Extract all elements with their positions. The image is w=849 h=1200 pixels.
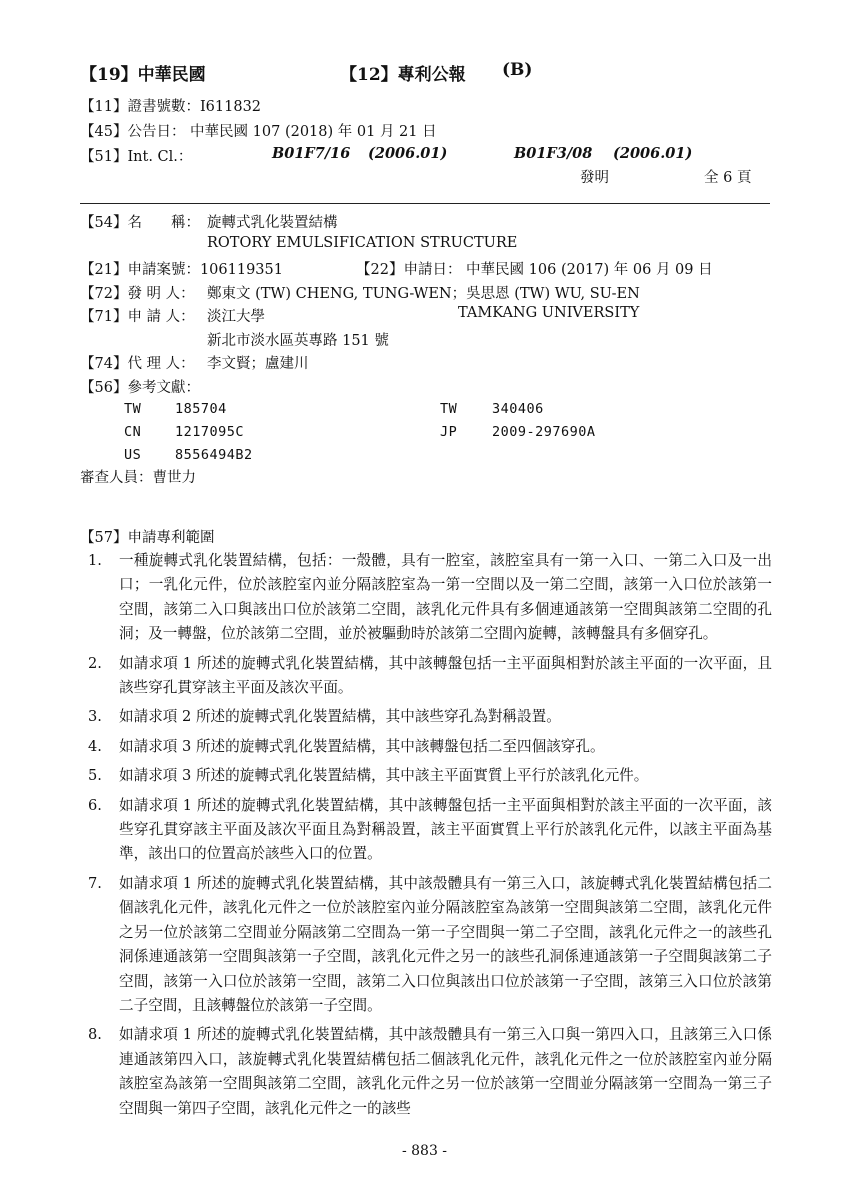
claim-text: 如請求項 3 所述的旋轉式乳化裝置結構，其中該轉盤包括二至四個該穿孔。 [119,737,605,755]
applicant-chinese: 淡江大學 [207,309,265,325]
applicant-label: 【71】申 請 人： [80,309,195,325]
claim-item [88,794,772,867]
claim-number: 6. [88,796,102,814]
claim-item [88,1023,772,1121]
reference-number: 185704 [175,401,227,417]
int-cl-version-1: (2006.01) [368,145,448,162]
int-cl-code-2: B01F3/08 [514,145,593,162]
applicant-address: 新北市淡水區英專路 151 號 [207,333,389,349]
total-pages: 全 6 頁 [704,170,752,186]
claim-text: 如請求項 1 所述的旋轉式乳化裝置結構，其中該殼體具有一第三入口與一第四入口，且該第三入口係連通該第四入口，該旋轉式乳化裝置結構包括二個該乳化元件，該乳化元件之一位於該腔室內並分隔該腔室為該第一空間與該第二空間，該乳化元件之另一位於該第一空間並分隔該第一空間為一第三子空間與一第四子空間，該乳化元件之一的該些 [119,1026,772,1117]
reference-number: 8556494B2 [175,447,253,463]
claim-number: 1. [88,552,102,569]
page-number: - 883 - [401,1143,448,1159]
claim-item [88,652,772,701]
int-cl-version-2: (2006.01) [613,145,693,162]
int-cl-code-1: B01F7/16 [272,145,351,162]
country-code: 【19】中華民國 [80,65,206,85]
reference-country: TW [440,401,458,417]
kind-code: (B) [502,60,533,80]
claim-text: 如請求項 1 所述的旋轉式乳化裝置結構，其中該轉盤包括一主平面與相對於該主平面的一次平面，該些穿孔貫穿該主平面及該次平面且為對稱設置，該主平面實質上平行於該乳化元件，以該主平面為基準，該出口的位置高於該些入口的位置。 [119,796,772,863]
claim-number: 4. [88,737,102,755]
claim-item [88,872,772,1018]
title-chinese: 旋轉式乳化裝置結構 [207,215,338,231]
title-english: ROTORY EMULSIFICATION STRUCTURE [207,235,518,251]
agents: 李文賢；盧建川 [207,356,309,372]
claim-text: 如請求項 1 所述的旋轉式乳化裝置結構，其中該轉盤包括一主平面與相對於該主平面的一次平面，且該些穿孔貫穿該主平面及該次平面。 [119,654,772,697]
claim-number: 5. [88,767,102,785]
claim-number: 8. [88,1026,102,1044]
claim-item [88,764,772,788]
reference-number: 2009-297690A [492,424,596,440]
claim-number: 2. [88,654,102,672]
claims-heading: 【57】申請專利範圍 [80,530,215,546]
reference-number: 1217095C [175,424,245,440]
applicant-english: TAMKANG UNIVERSITY [458,305,640,321]
patent-category: 發明 [580,170,609,186]
claim-number: 3. [88,708,102,726]
claim-text: 如請求項 2 所述的旋轉式乳化裝置結構，其中該些穿孔為對稱設置。 [119,708,561,726]
reference-country: TW [124,401,142,417]
application-number: 【21】申請案號：106119351 [80,262,283,278]
inventors: 鄭東文 (TW) CHENG, TUNG-WEN；吳思恩 (TW) WU, SU-EN [207,286,640,302]
examiner: 審查人員：曹世力 [80,470,196,486]
title-label: 【54】名 稱： [80,215,200,231]
reference-country: JP [440,424,458,440]
reference-country: US [124,447,142,463]
claim-item [88,705,772,729]
application-date: 【22】申請日： 中華民國 106 (2017) 年 06 月 09 日 [356,262,713,278]
claim-item [88,549,772,647]
publication-type: 【12】專利公報 [340,65,466,85]
claim-text: 一種旋轉式乳化裝置結構，包括：一殼體，具有一腔室，該腔室具有一第一入口、一第二入口及一出口；一乳化元件，位於該腔室內並分隔該腔室為一第一空間以及一第二空間，該第一入口位於該第一空間，該第二入口與該出口位於該第二空間，該乳化元件具有多個連通該第一空間與該第二空間的孔洞；及一轉盤，位於該第二空間，並於被驅動時於該第二空間內旋轉，該轉盤具有多個穿孔。 [119,552,772,643]
claims-list [88,549,772,1126]
reference-number: 340406 [492,401,544,417]
claim-item [88,735,772,759]
reference-country: CN [124,424,142,440]
claim-number: 7. [88,874,102,892]
inventors-label: 【72】發 明 人： [80,286,195,302]
claim-text: 如請求項 1 所述的旋轉式乳化裝置結構，其中該殼體具有一第三入口，該旋轉式乳化裝置結構包括二個該乳化元件，該乳化元件之一位於該腔室內並分隔該腔室為該第一空間與該第二空間，該乳化元件之另一位於該第二空間並分隔該第二空間為一第一子空間與一第二子空間，該乳化元件之一的該些孔洞係連通該第一空間與該第一子空間，該乳化元件之另一的該些孔洞係連通該第一子空間與該第二子空間，該第一入口位於該第一空間，該第二入口位與該出口位於該第一子空間，該第三入口位於該第二子空間，且該轉盤位於該第一子空間。 [119,874,772,1014]
header-divider [80,203,770,204]
claim-text: 如請求項 3 所述的旋轉式乳化裝置結構，其中該主平面實質上平行於該乳化元件。 [119,767,649,785]
references-label: 【56】參考文獻： [80,380,200,396]
int-cl-label: 【51】Int. Cl.： [80,149,193,165]
publication-date: 【45】公告日： 中華民國 107 (2018) 年 01 月 21 日 [80,124,437,140]
agent-label: 【74】代 理 人： [80,356,195,372]
certificate-number: 【11】證書號數：I611832 [80,99,262,115]
